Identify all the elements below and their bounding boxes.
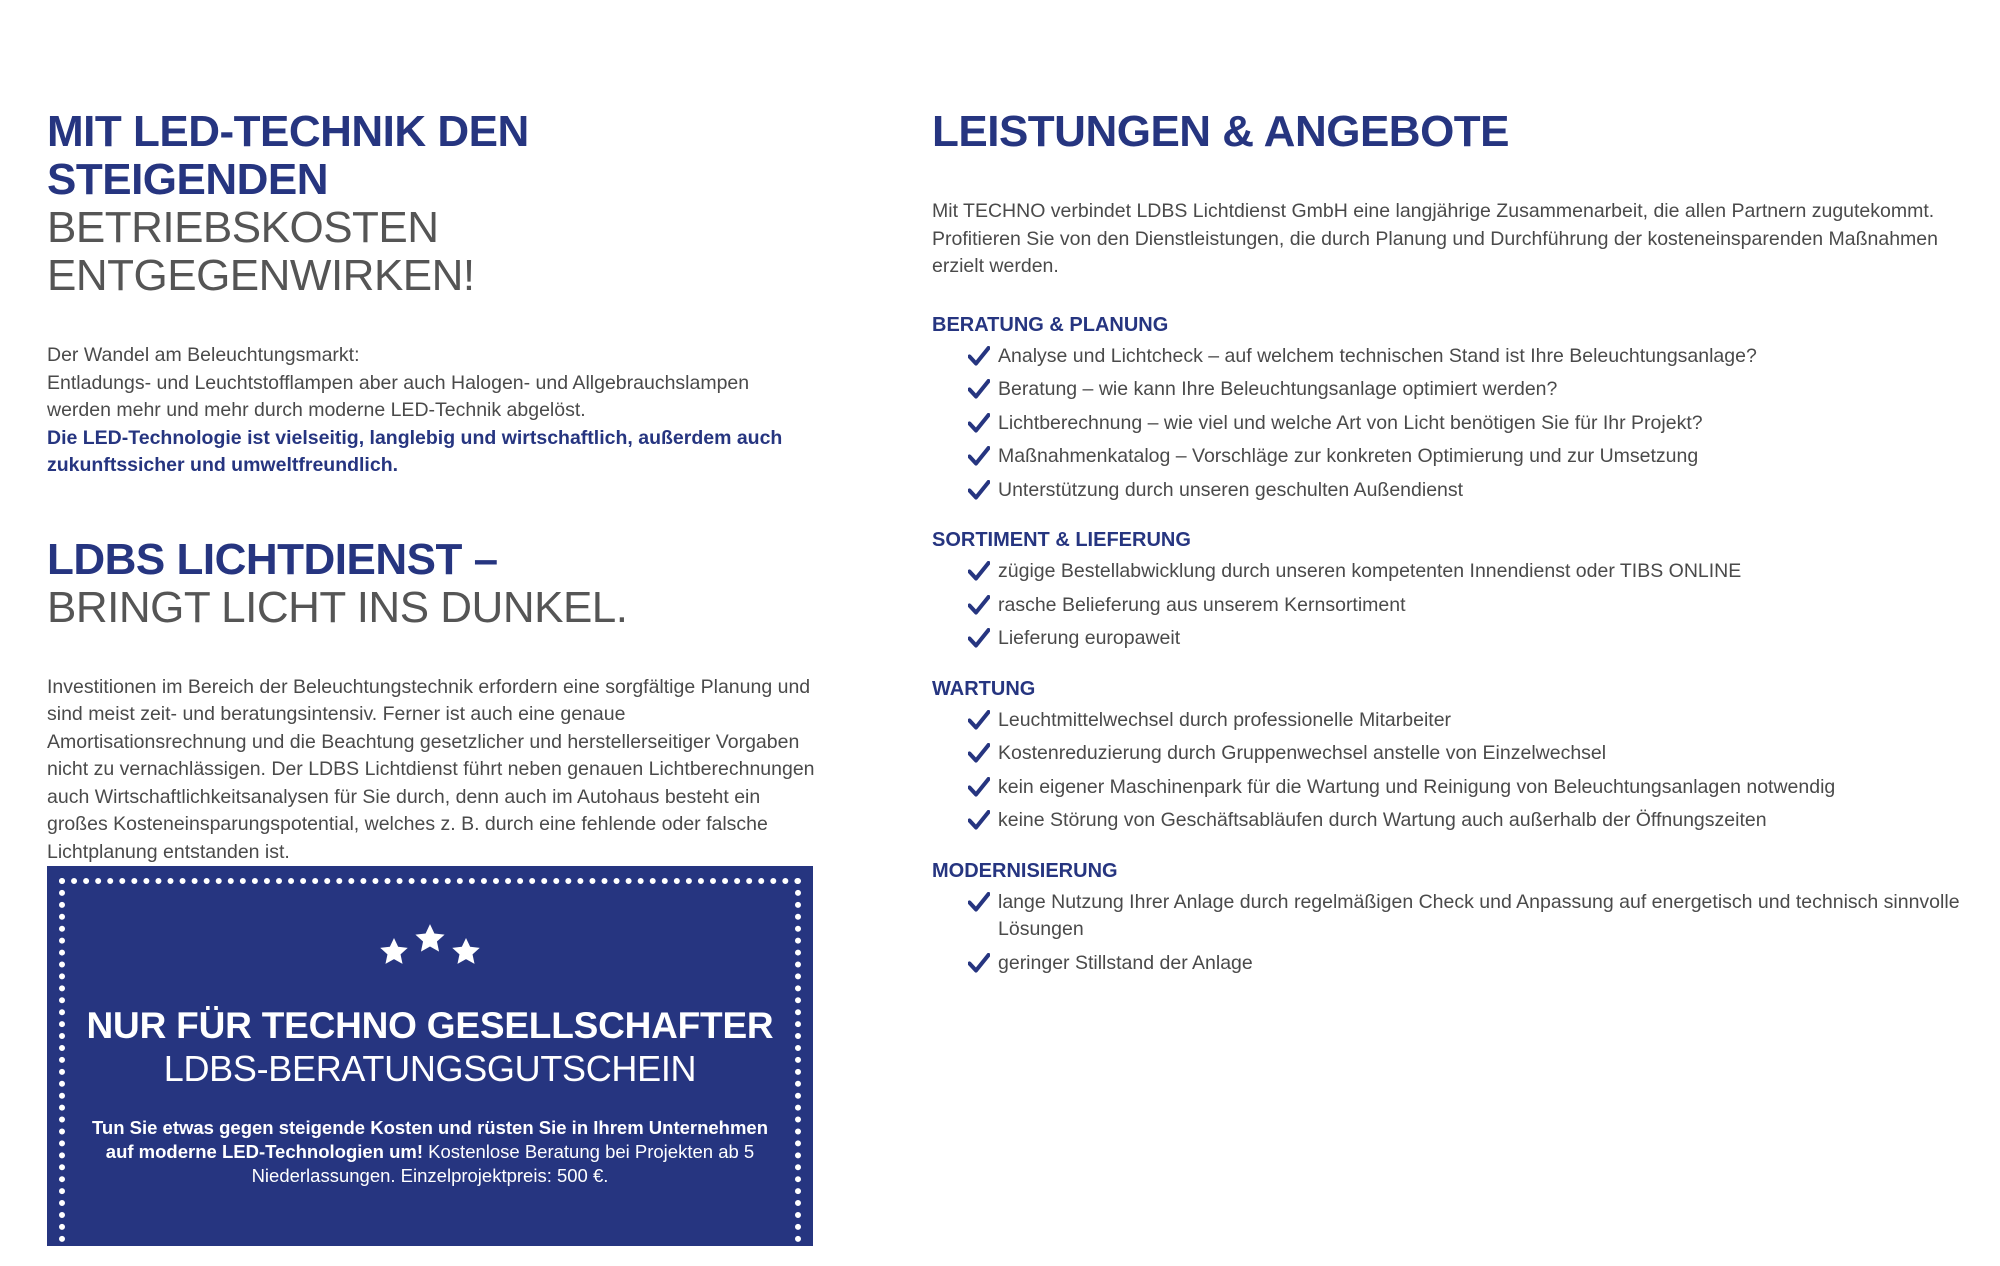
section-title: WARTUNG (932, 677, 1036, 700)
check-list (932, 707, 1962, 835)
list-item (932, 376, 1962, 404)
checkmark-icon (968, 480, 990, 500)
section-wartung (932, 677, 1962, 835)
voucher-text (80, 1116, 780, 1188)
checkmark-icon (968, 446, 990, 466)
list-item (932, 889, 1962, 944)
checkmark-icon (968, 710, 990, 730)
list-item-text: geringer Stillstand der Anlage (998, 951, 1253, 974)
list-item (932, 707, 1962, 735)
voucher-content (47, 922, 813, 1188)
list-item (932, 625, 1962, 653)
heading-services: LEISTUNGEN & ANGEBOTE (932, 107, 1510, 156)
intro-line2: Entladungs- und Leuchtstofflampen aber auch Halogen- und Allgebrauchslampen werden mehr und mehr durch moderne LED-Technik abgelöst. (47, 371, 750, 421)
list-item (932, 410, 1962, 438)
checkmark-icon (968, 777, 990, 797)
voucher-subtitle: LDBS-BERATUNGSGUTSCHEIN (163, 1048, 697, 1089)
checkmark-icon (968, 628, 990, 648)
voucher-text-bold: Tun Sie etwas gegen steigende Kosten und rüsten Sie in Ihrem Unternehmen auf moderne LED-Technologien um! (91, 1117, 769, 1162)
heading-lichtdienst-bold: LDBS LICHTDIENST – (47, 534, 498, 584)
list-item-text: zügige Bestellabwicklung durch unseren kompetenten Innendienst oder TIBS ONLINE (998, 560, 1742, 582)
intro-highlight: Die LED-Technologie ist vielseitig, langlebig und wirtschaftlich, außerdem auch zukunftssicher und umweltfreundlich. (47, 426, 783, 476)
list-item (932, 807, 1962, 835)
list-item-text: Analyse und Lichtcheck – auf welchem technischen Stand ist Ihre Beleuchtungsanlage? (998, 344, 1757, 367)
checkmark-icon (968, 743, 990, 763)
check-list (932, 558, 1962, 653)
check-list (932, 889, 1962, 978)
list-item-text: keine Störung von Geschäftsabläufen durch Wartung auch außerhalb der Öffnungszeiten (998, 809, 1767, 831)
list-item-text: Lieferung europaweit (998, 627, 1181, 649)
heading-lichtdienst-light: BRINGT LICHT INS DUNKEL. (47, 582, 628, 632)
list-item-text: lange Nutzung Ihrer Anlage durch regelmäßigen Check und Anpassung auf energetisch und technisch sinnvolle Lösungen (998, 890, 1960, 940)
body-paragraph: Investitionen im Bereich der Beleuchtungstechnik erfordern eine sorgfältige Planung und sind meist zeit- und beratungsintensiv. Ferner ist auch eine genaue Amortisationsrechnung und die Beachtung gesetzlicher und herstellerseitiger Vorgaben nicht zu vernachlässigen. Der LDBS Lichtdienst führt neben genauen Lichtberechnungen auch Wirtschaftlichkeitsanalysen für Sie durch, denn auch im Autohaus besteht ein großes Kosteneinsparungspotential, welches z. B. durch eine fehlende oder falsche Lichtplanung entstanden ist. (47, 675, 815, 863)
section-sortiment-lieferung (932, 528, 1962, 653)
list-item-text: Unterstützung durch unseren geschulten Außendienst (998, 478, 1464, 501)
list-item (932, 443, 1962, 471)
list-item (932, 592, 1962, 620)
list-item (932, 343, 1962, 371)
star-icon (450, 936, 482, 968)
checkmark-icon (968, 953, 990, 973)
stars (370, 922, 490, 976)
list-item (932, 774, 1962, 802)
checkmark-icon (968, 379, 990, 399)
left-column (47, 108, 815, 866)
list-item (932, 558, 1962, 586)
list-item-text: Lichtberechnung – wie viel und welche Art von Licht benötigen Sie für Ihr Projekt? (998, 411, 1703, 434)
intro-text (47, 342, 815, 480)
list-item (932, 477, 1962, 505)
section-title: BERATUNG & PLANUNG (932, 313, 1169, 336)
heading-led-light: BETRIEBSKOSTEN ENTGEGENWIRKEN! (47, 203, 475, 300)
list-item (932, 740, 1962, 768)
heading-led (47, 108, 815, 300)
list-item-text: Kostenreduzierung durch Gruppenwechsel anstelle von Einzelwechsel (998, 742, 1607, 764)
right-column (932, 108, 1962, 983)
checkmark-icon (968, 892, 990, 912)
services-intro: Mit TECHNO verbindet LDBS Lichtdienst GmbH eine langjährige Zusammenarbeit, die allen Partnern zugutekommt. Profitieren Sie von den Dienstleistungen, die durch Planung und Durchführung der kosteneinsparenden Maßnahmen erzielt werden. (932, 200, 1938, 277)
list-item-text: Leuchtmittelwechsel durch professionelle Mitarbeiter (998, 708, 1452, 731)
section-beratung-planung (932, 313, 1962, 505)
star-icon (413, 922, 447, 956)
body-text (47, 674, 815, 867)
list-item-text: Maßnahmenkatalog – Vorschläge zur konkreten Optimierung und zur Umsetzung (998, 445, 1699, 467)
list-item-text: rasche Belieferung aus unserem Kernsortiment (998, 593, 1406, 616)
checkmark-icon (968, 595, 990, 615)
section-title: MODERNISIERUNG (932, 859, 1118, 882)
voucher-text-regular: Kostenlose Beratung bei Projekten ab 5 Niederlassungen. Einzelprojektpreis: 500 €. (251, 1141, 755, 1186)
checkmark-icon (968, 810, 990, 830)
checkmark-icon (968, 561, 990, 581)
section-title: SORTIMENT & LIEFERUNG (932, 529, 1191, 551)
heading-led-bold: MIT LED-TECHNIK DEN STEIGENDEN (47, 107, 529, 204)
voucher-title: NUR FÜR TECHNO GESELLSCHAFTER (86, 1005, 774, 1046)
star-icon (378, 936, 410, 968)
checkmark-icon (968, 413, 990, 433)
check-list (932, 343, 1962, 505)
list-item-text: kein eigener Maschinenpark für die Wartung und Reinigung von Beleuchtungsanlagen notwendig (998, 775, 1836, 798)
section-modernisierung (932, 859, 1962, 978)
voucher-box (47, 866, 813, 1246)
intro-line1: Der Wandel am Beleuchtungsmarkt: (47, 344, 360, 366)
services-sections (932, 313, 1962, 978)
heading-lichtdienst (47, 536, 815, 632)
list-item (932, 950, 1962, 978)
checkmark-icon (968, 346, 990, 366)
list-item-text: Beratung – wie kann Ihre Beleuchtungsanlage optimiert werden? (998, 378, 1558, 400)
